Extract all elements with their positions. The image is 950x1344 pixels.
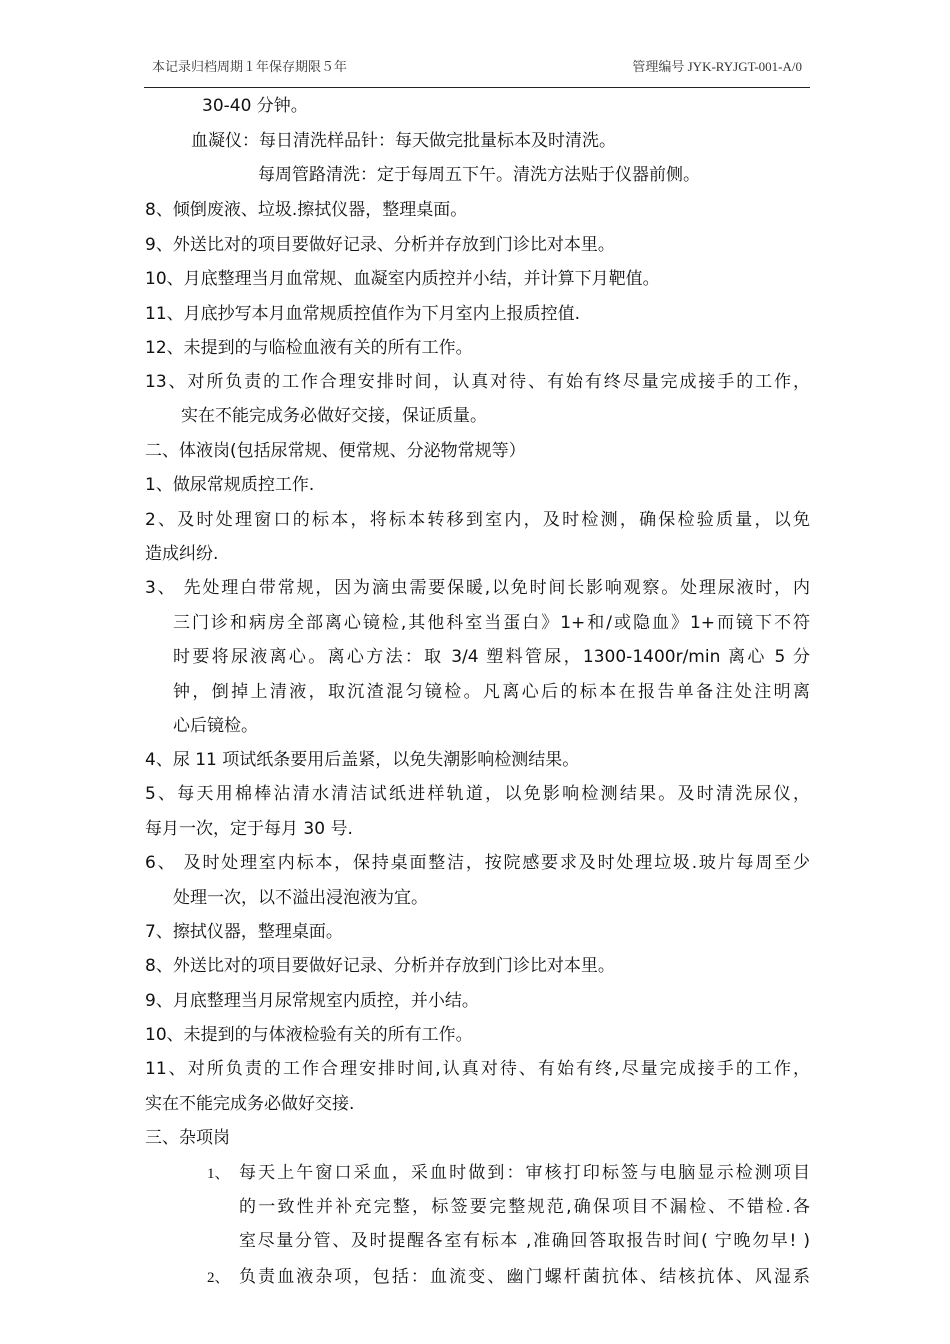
text-line: 11、月底抄写本月血常规质控值作为下月室内上报质控值. bbox=[145, 304, 581, 324]
text-line: 4、尿 11 项试纸条要用后盖紧，以免失潮影响检测结果。 bbox=[145, 750, 580, 770]
list-item-number: 1、 bbox=[207, 1166, 230, 1182]
text-line: 心后镜检。 bbox=[173, 716, 258, 736]
list-item-line: 每天上午窗口采血，采血时做到：审核打印标签与电脑显示检测项目 bbox=[239, 1163, 810, 1183]
document-code: 管理编号 JYK-RYJGT-001-A/0 bbox=[632, 59, 802, 74]
text-line: 血凝仪：每日清洗样品针：每天做完批量标本及时清洗。 bbox=[191, 131, 616, 151]
list-item-number: 2、 bbox=[207, 1270, 230, 1286]
text-line: 钟，倒掉上清液，取沉渣混匀镜检。凡离心后的标本在报告单备注处注明离 bbox=[173, 682, 810, 702]
text-line: 11、对所负责的工作合理安排时间,认真对待、有始有终,尽量完成接手的工作， bbox=[145, 1059, 810, 1079]
text-line: 5、每天用棉棒沾清水清洁试纸进样轨道，以免影响检测结果。及时清洗尿仪， bbox=[145, 784, 810, 804]
text-line: 时要将尿液离心。离心方法：取 3/4 塑料管尿，1300-1400r/min 离心 5 分 bbox=[173, 647, 810, 667]
text-line: 1、做尿常规质控工作. bbox=[145, 475, 315, 495]
list-item-line: 负责血液杂项，包括：血流变、幽门螺杆菌抗体、结核抗体、风湿系 bbox=[239, 1267, 810, 1287]
retention-note: 本记录归档周期１年保存期限５年 bbox=[152, 59, 348, 74]
list-item-line: 室尽量分管、及时提醒各室有标本 ,准确回答取报告时间( 宁晚勿早! ) bbox=[239, 1231, 810, 1251]
section-heading: 三、杂项岗 bbox=[145, 1128, 230, 1148]
list-item-line: 的一致性并补充完整，标签要完整规范,确保项目不漏检、不错检.各 bbox=[239, 1197, 810, 1217]
text-line: 8、倾倒废液、垃圾.擦拭仪器，整理桌面。 bbox=[145, 200, 468, 220]
text-line: 每周管路清洗：定于每周五下午。清洗方法贴于仪器前侧。 bbox=[258, 165, 700, 185]
text-line: 9、月底整理当月尿常规室内质控，并小结。 bbox=[145, 991, 479, 1011]
text-line: 12、未提到的与临检血液有关的所有工作。 bbox=[145, 338, 473, 358]
text-line: 10、月底整理当月血常规、血凝室内质控并小结，并计算下月靶值。 bbox=[145, 269, 660, 289]
header-rule bbox=[144, 87, 810, 88]
text-line: 实在不能完成务必做好交接，保证质量。 bbox=[181, 406, 487, 426]
text-line: 6、 及时处理室内标本，保持桌面整洁，按院感要求及时处理垃圾.玻片每周至少 bbox=[145, 853, 810, 873]
section-heading: 二、体液岗(包括尿常规、便常规、分泌物常规等） bbox=[145, 441, 526, 461]
text-line: 造成纠纷. bbox=[145, 544, 219, 564]
text-line: 30-40 分钟。 bbox=[202, 96, 308, 116]
text-line: 13、对所负责的工作合理安排时间，认真对待、有始有终尽量完成接手的工作， bbox=[145, 372, 810, 392]
text-line: 三门诊和病房全部离心镜检,其他科室当蛋白》1+和/或隐血》1+而镜下不符 bbox=[173, 613, 810, 633]
text-line: 10、未提到的与体液检验有关的所有工作。 bbox=[145, 1025, 473, 1045]
text-line: 每月一次，定于每月 30 号. bbox=[145, 819, 353, 839]
text-line: 2、及时处理窗口的标本，将标本转移到室内，及时检测，确保检验质量，以免 bbox=[145, 510, 810, 530]
page-header bbox=[144, 56, 810, 76]
text-line: 实在不能完成务必做好交接. bbox=[145, 1094, 355, 1114]
text-line: 3、 先处理白带常规，因为滴虫需要保暖,以免时间长影响观察。处理尿液时，内 bbox=[145, 578, 810, 598]
text-line: 9、外送比对的项目要做好记录、分析并存放到门诊比对本里。 bbox=[145, 235, 615, 255]
text-line: 7、擦拭仪器，整理桌面。 bbox=[145, 922, 343, 942]
text-line: 8、外送比对的项目要做好记录、分析并存放到门诊比对本里。 bbox=[145, 956, 615, 976]
text-line: 处理一次，以不溢出浸泡液为宜。 bbox=[173, 888, 428, 908]
